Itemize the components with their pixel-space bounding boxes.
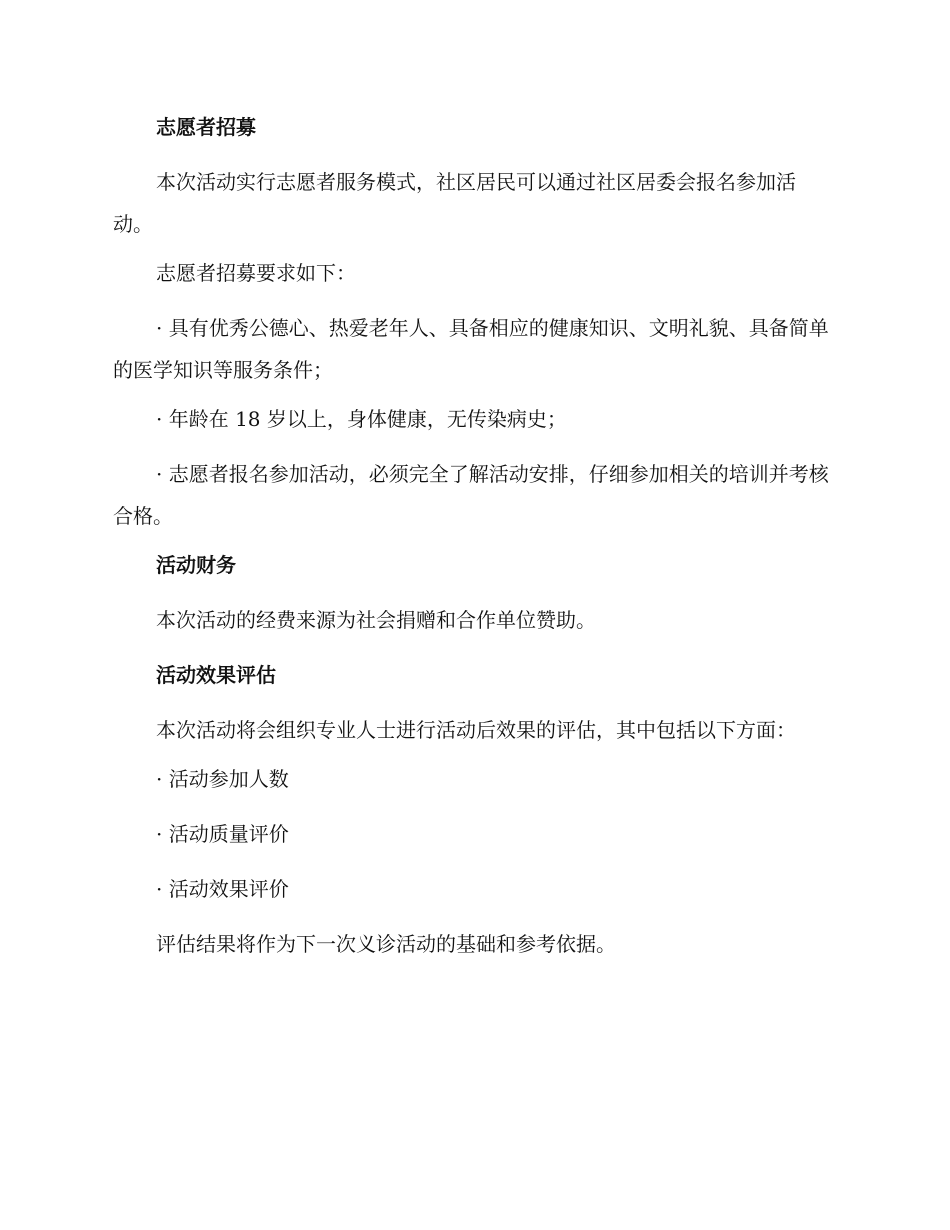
section-heading-evaluation: 活动效果评估: [156, 663, 276, 687]
paragraph-volunteer-mode: 本次活动实行志愿者服务模式，社区居民可以通过社区居委会报名参加活动。: [113, 170, 796, 236]
paragraph-requirements-intro: 志愿者招募要求如下：: [156, 261, 356, 285]
paragraph-evaluation-intro: 本次活动将会组织专业人士进行活动后效果的评估，其中包括以下方面：: [156, 718, 796, 742]
list-item-requirement-qualities: · 具有优秀公德心、热爱老年人、具备相应的健康知识、文明礼貌、具备简单的医学知识等服务条件；: [113, 316, 829, 382]
list-item-requirement-age: · 年龄在 18 岁以上，身体健康，无传染病史；: [156, 407, 567, 431]
list-item-quality: · 活动质量评价: [156, 822, 289, 846]
paragraph-funding-source: 本次活动的经费来源为社会捐赠和合作单位赞助。: [156, 608, 596, 632]
section-heading-finance: 活动财务: [156, 553, 236, 577]
list-item-requirement-training: · 志愿者报名参加活动，必须完全了解活动安排，仔细参加相关的培训并考核合格。: [113, 462, 829, 528]
list-item-effect: · 活动效果评价: [156, 877, 289, 901]
list-item-participants: · 活动参加人数: [156, 767, 289, 791]
section-heading-volunteer-recruitment: 志愿者招募: [156, 115, 256, 139]
document-page: [113, 113, 835, 985]
paragraph-evaluation-result: 评估结果将作为下一次义诊活动的基础和参考依据。: [156, 932, 616, 956]
